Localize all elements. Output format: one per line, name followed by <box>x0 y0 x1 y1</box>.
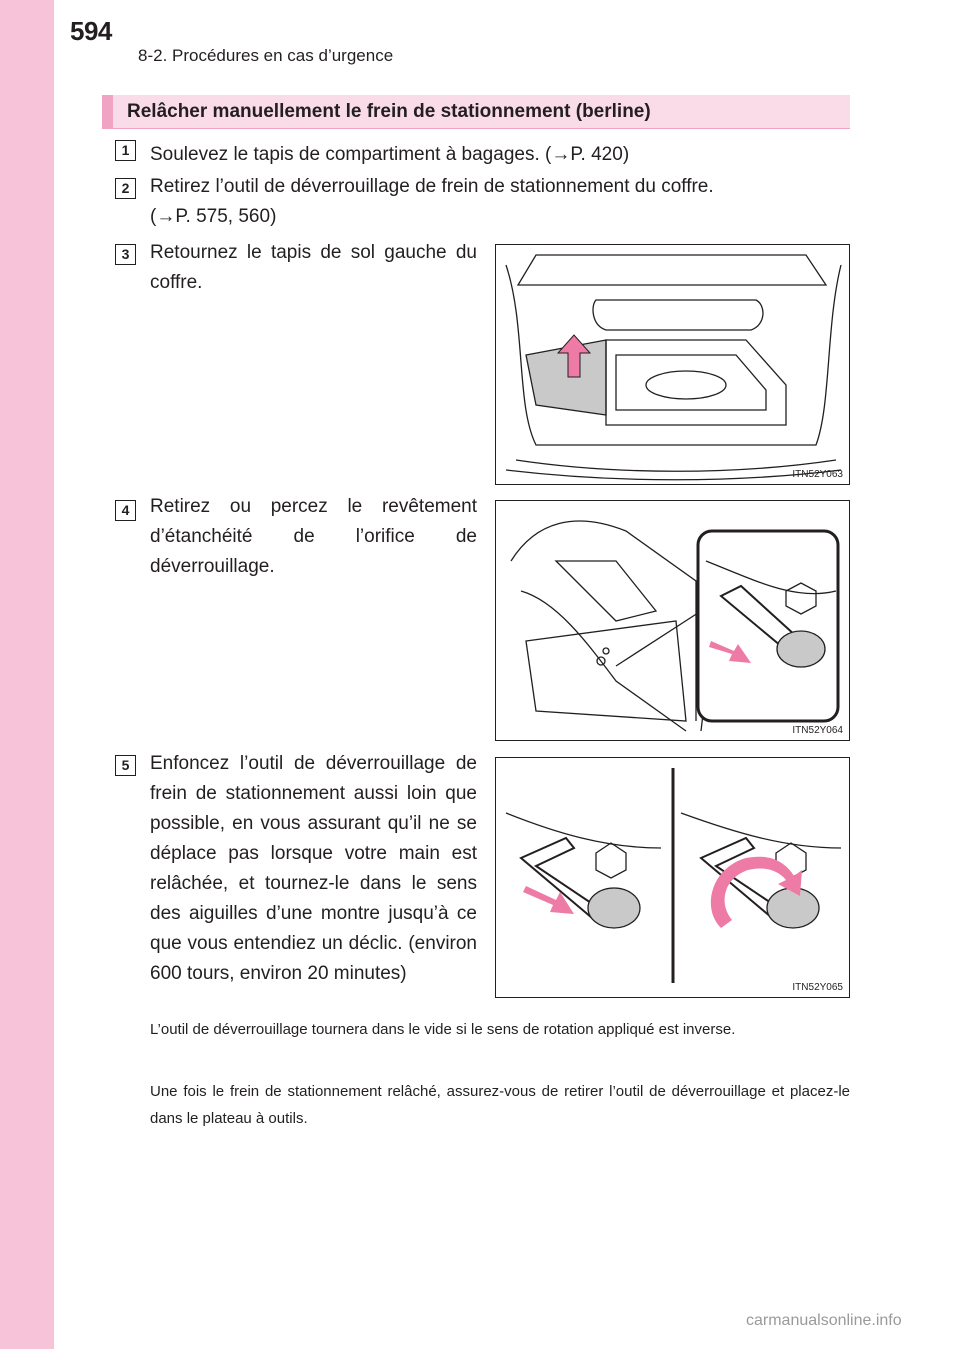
step-text-1: Soulevez le tapis de compartiment à bagages. (→P. 420) <box>150 144 630 165</box>
step-text-4: Retirez ou percez le revêtement d’étanchéité de l’orifice de déverrouillage. <box>150 496 477 577</box>
figure-trunk-mat <box>495 244 850 485</box>
step-number-2: 2 <box>115 178 136 199</box>
step-text-5: Enfoncez l’outil de déverrouillage de frein de stationnement aussi loin que possible, en vous assurant qu’il ne se déplace pas lorsque votre main est relâchée, et tournez-le dans le sens des aiguilles d’une montre jusqu’à ce que vous entendiez un déclic. (environ 600 tours, environ 20 minutes) <box>150 753 477 984</box>
arrow-push-icon <box>523 886 574 914</box>
footer-brand: carmanualsonline.info <box>746 1312 902 1329</box>
step-text-3: Retournez le tapis de sol gauche du coffre. <box>150 242 477 293</box>
section-title: Relâcher manuellement le frein de stationnement (berline) <box>127 101 651 122</box>
step-number-4: 4 <box>115 500 136 521</box>
figure-seal-removal <box>495 500 850 741</box>
page-side-tab <box>0 0 54 1349</box>
note-rotation-direction: L’outil de déverrouillage tournera dans le vide si le sens de rotation appliqué est inverse. <box>150 1021 736 1038</box>
tool-illustration <box>496 758 848 996</box>
step-number-1: 1 <box>115 140 136 161</box>
figure-code: ITN52Y063 <box>792 469 843 480</box>
trunk-illustration <box>496 245 848 483</box>
figure-code: ITN52Y065 <box>792 982 843 993</box>
step-number-5: 5 <box>115 755 136 776</box>
step-text-2 <box>150 172 714 232</box>
seal-illustration <box>496 501 848 739</box>
step-text-2-line1: Retirez l’outil de déverrouillage de frein de stationnement du coffre. <box>150 176 714 197</box>
step-text-2-line2: (→P. 575, 560) <box>150 206 277 227</box>
figure-tool-rotation <box>495 757 850 998</box>
figure-code: ITN52Y064 <box>792 725 843 736</box>
step-number-3: 3 <box>115 244 136 265</box>
note-remove-tool: Une fois le frein de stationnement relâché, assurez-vous de retirer l’outil de déverrouillage et placez-le dans le plateau à outils. <box>150 1083 850 1127</box>
page-number: 594 <box>70 16 112 46</box>
section-banner <box>102 95 850 129</box>
chapter-title: 8-2. Procédures en cas d’urgence <box>138 46 394 65</box>
